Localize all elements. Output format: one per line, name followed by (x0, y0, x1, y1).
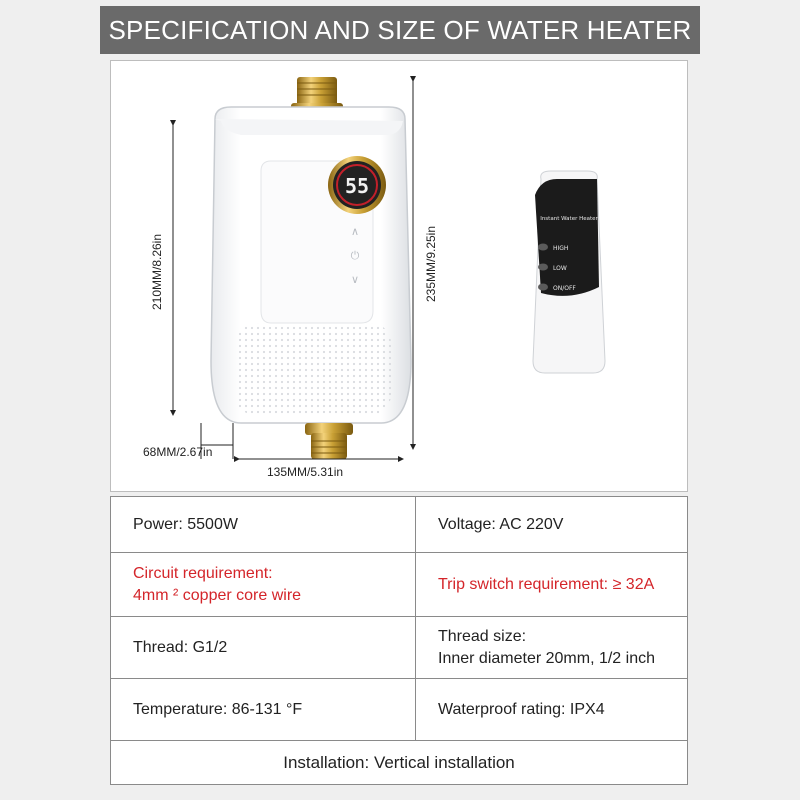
trip-switch-spec: Trip switch requirement: ≥ 32A (416, 553, 688, 617)
remote-control (533, 171, 605, 373)
circuit-requirement-line1: Circuit requirement: (133, 564, 273, 582)
thread-size-line1: Thread size: (438, 627, 527, 645)
circuit-requirement-spec (111, 553, 416, 617)
temperature-spec: Temperature: 86-131 °F (111, 679, 416, 741)
power-icon: ⏻ (350, 249, 360, 262)
heater-body (211, 107, 411, 423)
circuit-requirement-line2: 4mm ² copper core wire (133, 586, 302, 604)
temperature-display (328, 156, 386, 214)
remote-low-label: LOW (553, 265, 567, 272)
page-title: SPECIFICATION AND SIZE OF WATER HEATER (100, 6, 700, 54)
height-inner-label: 210MM/8.26in (150, 233, 164, 311)
thread-spec: Thread: G1/2 (111, 617, 416, 679)
table-row (111, 679, 688, 741)
table-row (111, 741, 688, 785)
thread-size-spec (416, 617, 688, 679)
table-row (111, 497, 688, 553)
remote-onoff-label: ON/OFF (553, 285, 576, 292)
up-arrow-icon: ∧ (350, 225, 360, 238)
table-row (111, 617, 688, 679)
heater-controls (351, 225, 360, 286)
depth-label: 68MM/2.67in (143, 445, 213, 459)
installation-spec: Installation: Vertical installation (111, 741, 688, 785)
remote-onoff-button (538, 284, 548, 291)
waterproof-spec: Waterproof rating: IPX4 (416, 679, 688, 741)
power-spec: Power: 5500W (111, 497, 416, 553)
height-total-label: 235MM/9.25in (424, 225, 438, 303)
thread-size-line2: Inner diameter 20mm, 1/2 inch (438, 649, 655, 667)
bottom-brass-fitting (305, 423, 353, 459)
remote-low-button (538, 264, 548, 271)
down-arrow-icon: ∨ (350, 273, 360, 286)
specs-table (110, 496, 688, 785)
remote-high-label: HIGH (553, 245, 569, 252)
table-row (111, 553, 688, 617)
remote-title: Instant Water Heater (540, 216, 598, 222)
product-illustration (111, 61, 689, 493)
voltage-spec: Voltage: AC 220V (416, 497, 688, 553)
product-photo-area (110, 60, 688, 492)
remote-high-button (538, 244, 548, 251)
width-label: 135MM/5.31in (267, 465, 344, 479)
display-digits: 55 (344, 174, 370, 198)
